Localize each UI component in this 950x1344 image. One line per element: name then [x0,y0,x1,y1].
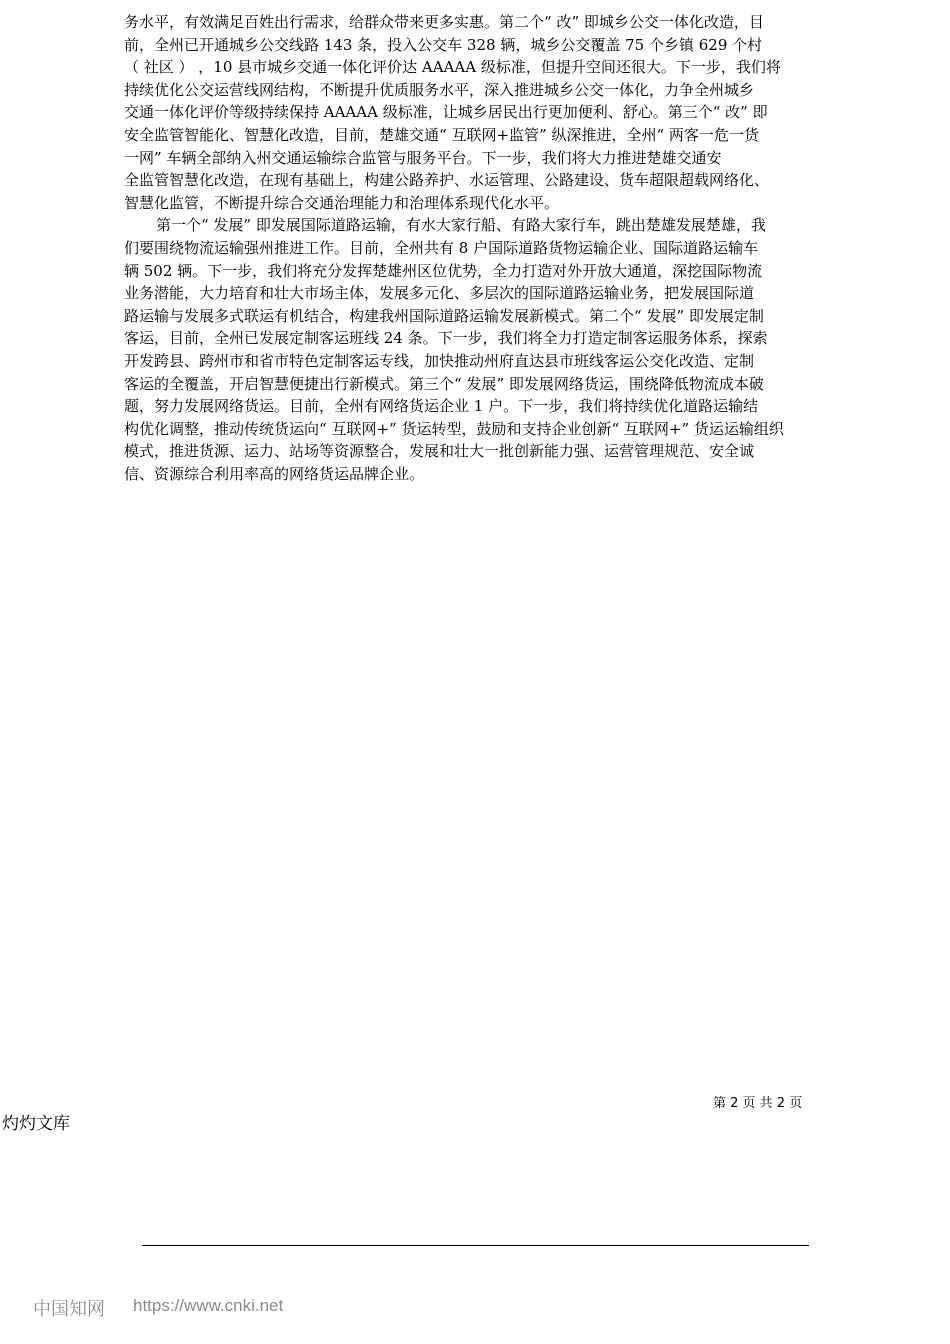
text-line: 模式，推进货源、运力、站场等资源整合，发展和壮大一批创新能力强、运营管理规范、安全诚 [124,442,755,461]
page-number: 第 2 页 共 2 页 [713,1096,803,1111]
document-body [124,11,832,485]
text-line: 前，全州已开通城乡公交线路 143 条，投入公交车 328 辆，城乡公交覆盖 75 个乡镇 629 个村 [124,35,763,54]
text-line: 持续优化公交运营线网结构，不断提升优质服务水平，深入推进城乡公交一体化，力争全州城乡 [124,80,755,99]
source-url-link[interactable]: https://www.cnki.net [133,1296,284,1315]
library-name: 灼灼文库 [2,1114,70,1134]
text-line: 路运输与发展多式联运有机结合，构建我州国际道路运输发展新模式。第二个“ 发展” 即发展定制 [124,306,764,325]
source-brand: 中国知网 [33,1299,105,1320]
text-line: 客运，目前，全州已发展定制客运班线 24 条。下一步，我们将全力打造定制客运服务体系，探索 [124,329,768,348]
text-line: 一网” 车辆全部纳入州交通运输综合监管与服务平台。下一步，我们将大力推进楚雄交通安 [124,148,722,167]
text-line: 交通一体化评价等级持续保持 AAAAA 级标准，让城乡居民出行更加便利、舒心。第三个“ 改” 即 [124,103,768,122]
text-line: 构优化调整，推动传统货运向“ 互联网+” 货运转型，鼓励和支持企业创新“ 互联网+” 货运运输组织 [124,419,784,438]
text-line: 智慧化监管，不断提升综合交通治理能力和治理体系现代化水平。 [124,193,560,212]
text-line: 们要围绕物流运输强州推进工作。目前，全州共有 8 户国际道路货物运输企业、国际道路运输车 [124,238,759,257]
text-line: 客运的全覆盖，开启智慧便捷出行新模式。第三个“ 发展” 即发展网络货运，围绕降低物流成本破 [124,374,764,393]
paragraph-1 [124,11,832,214]
text-line: 辆 502 辆。下一步，我们将充分发挥楚雄州区位优势，全力打造对外开放大通道，深挖国际物流 [124,261,763,280]
text-line: 务水平，有效满足百姓出行需求，给群众带来更多实惠。第二个“ 改” 即城乡公交一体化改造，目 [124,13,764,31]
text-line: 安全监管智能化、智慧化改造，目前，楚雄交通“ 互联网+监管” 纵深推进，全州“ 两客一危一货 [124,125,759,144]
text-line: 开发跨县、跨州市和省市特色定制客运专线，加快推动州府直达县市班线客运公交化改造、定制 [124,351,755,370]
text-line: 业务潜能，大力培育和壮大市场主体，发展多元化、多层次的国际道路运输业务，把发展国际道 [124,284,755,303]
text-line: 第一个“ 发展” 即发展国际道路运输，有水大家行船、有路大家行车，跳出楚雄发展楚雄，我 [156,216,766,235]
paragraph-2 [124,214,832,485]
text-line: 全监管智慧化改造，在现有基础上，构建公路养护、水运管理、公路建设、货车超限超载网络化、 [124,171,770,190]
text-line: 题，努力发展网络货运。目前，全州有网络货运企业 1 户。下一步，我们将持续优化道路运输结 [124,397,759,416]
text-line: 信、资源综合利用率高的网络货运品牌企业。 [124,464,425,483]
footer-divider [142,1245,809,1246]
text-line: （ 社区 ） ，10 县市城乡交通一体化评价达 AAAAA 级标准，但提升空间还很大。下一步，我们将 [124,58,781,77]
